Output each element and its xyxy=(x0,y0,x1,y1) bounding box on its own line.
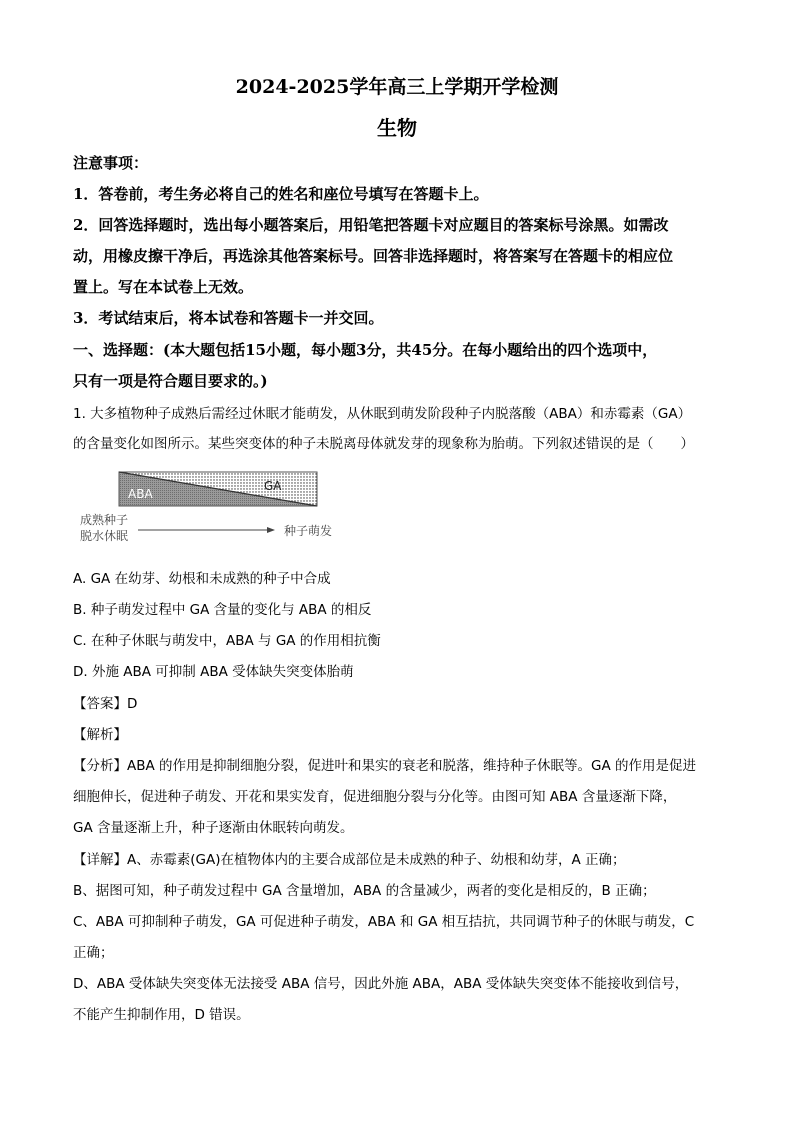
subject-title: 生物 xyxy=(377,116,417,140)
aba-label: ABA xyxy=(128,487,153,501)
notice-item-2-line-3: 置上。写在本试卷上无效。 xyxy=(73,278,254,296)
detail-line-6: 不能产生抑制作用，D 错误。 xyxy=(73,1007,250,1023)
detail-line-1: 【详解】A、赤霉素(GA)在植物体内的主要合成部位是未成熟的种子、幼根和幼芽，A 正确； xyxy=(73,852,626,868)
notice-item-1: 1．答卷前，考生务必将自己的姓名和座位号填写在答题卡上。 xyxy=(73,185,489,203)
hormone-diagram xyxy=(78,470,348,546)
question-stem-line-2: 的含量变化如图所示。某些突变体的种子未脱离母体就发芽的现象称为胎萌。下列叙述错误的是（ ） xyxy=(73,436,694,452)
option-a: A. GA 在幼芽、幼根和未成熟的种子中合成 xyxy=(73,571,331,587)
detail-line-4: 正确； xyxy=(73,945,114,961)
analysis-line-2: 细胞伸长，促进种子萌发、开花和果实发育，促进细胞分裂与分化等。由图可知 ABA 含量逐渐下降， xyxy=(73,789,677,805)
exam-title: 2024-2025学年高三上学期开学检测 xyxy=(235,76,559,98)
notice-item-3: 3．考试结束后，将本试卷和答题卡一并交回。 xyxy=(73,309,384,327)
detail-line-2: B、据图可知，种子萌发过程中 GA 含量增加，ABA 的含量减少，两者的变化是相反的，B 正确； xyxy=(73,883,656,899)
option-c: C. 在种子休眠与萌发中，ABA 与 GA 的作用相抗衡 xyxy=(73,633,381,649)
option-b: B. 种子萌发过程中 GA 含量的变化与 ABA 的相反 xyxy=(73,602,372,618)
start-label-line-2: 脱水休眠 xyxy=(80,529,129,543)
detail-line-5: D、ABA 受体缺失突变体无法接受 ABA 信号，因此外施 ABA，ABA 受体缺失突变体不能接收到信号， xyxy=(73,976,689,992)
section-heading-line-1: 一、选择题：(本大题包括15小题，每小题3分，共45分。在每小题给出的四个选项中， xyxy=(73,341,658,359)
answer-line: 【答案】D xyxy=(73,696,138,712)
analysis-line-3: GA 含量逐渐上升，种子逐渐由休眠转向萌发。 xyxy=(73,820,354,836)
start-label-line-1: 成熟种子 xyxy=(80,513,129,527)
question-stem-line-1: 1. 大多植物种子成熟后需经过休眠才能萌发，从休眠到萌发阶段种子内脱落酸（ABA）和赤霉素（GA） xyxy=(73,406,692,422)
section-heading-line-2: 只有一项是符合题目要求的。) xyxy=(73,372,268,390)
ga-label: GA xyxy=(264,479,282,493)
analysis-label: 【解析】 xyxy=(73,727,127,743)
notice-item-2-line-1: 2．回答选择题时，选出每小题答案后，用铅笔把答题卡对应题目的答案标号涂黑。如需改 xyxy=(73,216,669,234)
end-label: 种子萌发 xyxy=(284,524,333,538)
notice-item-2-line-2: 动，用橡皮擦干净后，再选涂其他答案标号。回答非选择题时，将答案写在答题卡的相应位 xyxy=(73,247,674,265)
option-d: D. 外施 ABA 可抑制 ABA 受体缺失突变体胎萌 xyxy=(73,664,354,680)
notice-heading: 注意事项： xyxy=(73,154,149,172)
detail-line-3: C、ABA 可抑制种子萌发，GA 可促进种子萌发，ABA 和 GA 相互拮抗，共同调节种子的休眠与萌发，C xyxy=(73,914,695,930)
analysis-line-1: 【分析】ABA 的作用是抑制细胞分裂，促进叶和果实的衰老和脱落，维持种子休眠等。GA 的作用是促进 xyxy=(73,758,697,774)
